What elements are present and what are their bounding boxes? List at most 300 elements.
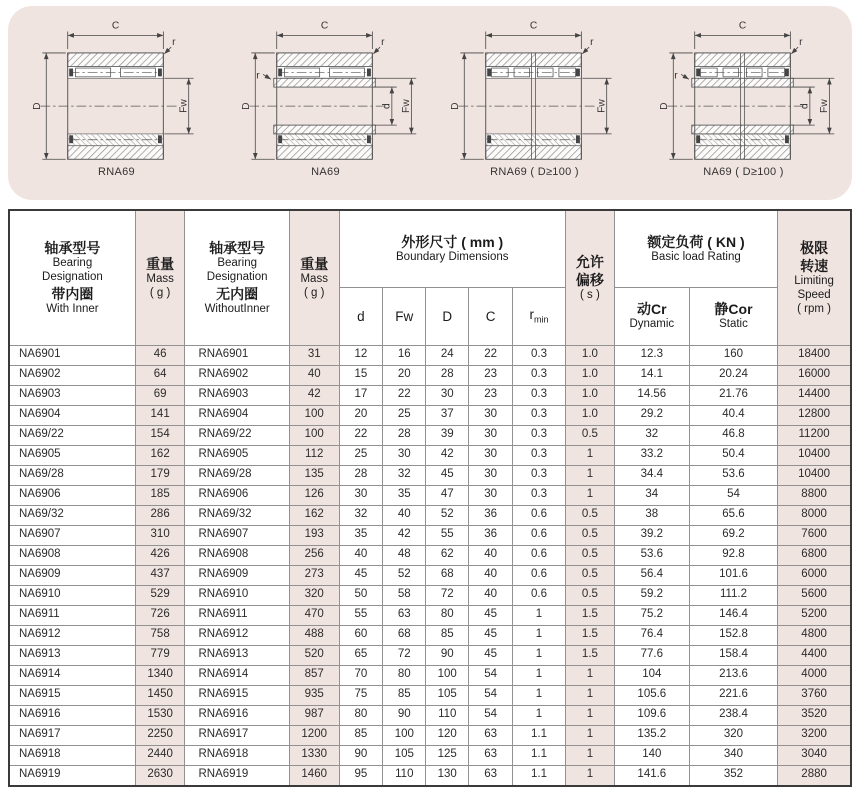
table-row bbox=[9, 465, 851, 485]
cell-dim-D: 24 bbox=[426, 345, 469, 365]
cell-dim-rmin: 1 bbox=[512, 705, 565, 725]
header-en: Static bbox=[719, 318, 748, 331]
cell-designation-without-inner: RNA6902 bbox=[185, 365, 289, 385]
table-row bbox=[9, 585, 851, 605]
svg-text:C: C bbox=[738, 20, 746, 32]
header-boundary-dimensions bbox=[339, 210, 565, 287]
cell-mass-with-inner: 779 bbox=[135, 645, 185, 665]
cell-dim-C: 54 bbox=[469, 705, 513, 725]
cell-dim-d: 25 bbox=[339, 445, 383, 465]
diagram-caption: RNA69 bbox=[98, 166, 135, 178]
cell-dim-d: 17 bbox=[339, 385, 383, 405]
table-row bbox=[9, 385, 851, 405]
svg-text:r: r bbox=[255, 70, 260, 82]
cell-designation-with-inner: NA6902 bbox=[9, 365, 135, 385]
header-unit: ( rpm ) bbox=[797, 302, 832, 315]
cell-dim-d: 90 bbox=[339, 745, 383, 765]
cell-load-dynamic: 56.4 bbox=[614, 565, 689, 585]
cell-dim-rmin: 0.3 bbox=[512, 465, 565, 485]
cell-limiting-speed: 4000 bbox=[778, 665, 851, 685]
header-mass-with-inner bbox=[135, 210, 185, 345]
cell-designation-with-inner: NA69/22 bbox=[9, 425, 135, 445]
cell-limiting-speed: 5200 bbox=[778, 605, 851, 625]
cell-mass-with-inner: 141 bbox=[135, 405, 185, 425]
cell-dim-fw: 32 bbox=[383, 465, 426, 485]
cell-dim-rmin: 0.6 bbox=[512, 565, 565, 585]
table-row bbox=[9, 745, 851, 765]
cell-designation-with-inner: NA6907 bbox=[9, 525, 135, 545]
cell-load-dynamic: 76.4 bbox=[614, 625, 689, 645]
cell-dim-C: 63 bbox=[469, 745, 513, 765]
cell-mass-without-inner: 1330 bbox=[289, 745, 339, 765]
cell-dim-C: 40 bbox=[469, 545, 513, 565]
cell-dim-D: 52 bbox=[426, 505, 469, 525]
cell-load-dynamic: 105.6 bbox=[614, 685, 689, 705]
cell-load-dynamic: 140 bbox=[614, 745, 689, 765]
cell-limiting-speed: 6800 bbox=[778, 545, 851, 565]
cell-mass-with-inner: 2440 bbox=[135, 745, 185, 765]
svg-text:D: D bbox=[31, 102, 43, 110]
diagrams-panel bbox=[8, 6, 852, 200]
cell-mass-without-inner: 488 bbox=[289, 625, 339, 645]
cell-dim-D: 39 bbox=[426, 425, 469, 445]
cell-mass-without-inner: 100 bbox=[289, 425, 339, 445]
cell-mass-with-inner: 2250 bbox=[135, 725, 185, 745]
header-basic-load-rating bbox=[614, 210, 777, 287]
cell-designation-with-inner: NA6916 bbox=[9, 705, 135, 725]
cell-load-static: 158.4 bbox=[689, 645, 777, 665]
cell-load-static: 152.8 bbox=[689, 625, 777, 645]
cell-dim-C: 30 bbox=[469, 425, 513, 445]
cell-dim-C: 22 bbox=[469, 345, 513, 365]
cell-dim-fw: 42 bbox=[383, 525, 426, 545]
cell-limiting-speed: 11200 bbox=[778, 425, 851, 445]
svg-text:Fw: Fw bbox=[818, 99, 830, 113]
cell-dim-fw: 16 bbox=[383, 345, 426, 365]
cell-designation-with-inner: NA6906 bbox=[9, 485, 135, 505]
cell-load-dynamic: 141.6 bbox=[614, 765, 689, 786]
diagram-caption: RNA69 ( D≥100 ) bbox=[490, 166, 579, 178]
cell-load-dynamic: 14.56 bbox=[614, 385, 689, 405]
cell-mass-without-inner: 520 bbox=[289, 645, 339, 665]
cell-mass-with-inner: 726 bbox=[135, 605, 185, 625]
cell-designation-without-inner: RNA6914 bbox=[185, 665, 289, 685]
cell-dim-C: 30 bbox=[469, 445, 513, 465]
cell-dim-D: 80 bbox=[426, 605, 469, 625]
cell-mass-with-inner: 758 bbox=[135, 625, 185, 645]
cell-designation-with-inner: NA6905 bbox=[9, 445, 135, 465]
cell-mass-without-inner: 256 bbox=[289, 545, 339, 565]
cell-limiting-speed: 3200 bbox=[778, 725, 851, 745]
cell-limiting-speed: 2880 bbox=[778, 765, 851, 786]
cell-load-static: 46.8 bbox=[689, 425, 777, 445]
cell-dim-fw: 30 bbox=[383, 445, 426, 465]
cell-offset-s: 1.5 bbox=[566, 625, 615, 645]
header-en: Bearing bbox=[217, 257, 257, 270]
cell-designation-without-inner: RNA69/32 bbox=[185, 505, 289, 525]
svg-text:r: r bbox=[171, 37, 176, 49]
cell-dim-D: 62 bbox=[426, 545, 469, 565]
header-zh: 外形尺寸 ( mm ) bbox=[401, 233, 504, 250]
cell-dim-d: 60 bbox=[339, 625, 383, 645]
cell-load-static: 65.6 bbox=[689, 505, 777, 525]
cell-limiting-speed: 3520 bbox=[778, 705, 851, 725]
svg-text:d: d bbox=[798, 103, 810, 109]
cell-designation-with-inner: NA6918 bbox=[9, 745, 135, 765]
cell-mass-with-inner: 426 bbox=[135, 545, 185, 565]
cell-limiting-speed: 4800 bbox=[778, 625, 851, 645]
cell-mass-without-inner: 987 bbox=[289, 705, 339, 725]
cell-offset-s: 0.5 bbox=[566, 425, 615, 445]
cell-mass-without-inner: 1460 bbox=[289, 765, 339, 786]
header-mass-without-inner bbox=[289, 210, 339, 345]
cell-mass-with-inner: 529 bbox=[135, 585, 185, 605]
cell-mass-with-inner: 286 bbox=[135, 505, 185, 525]
cell-dim-D: 28 bbox=[426, 365, 469, 385]
header-en: Mass bbox=[146, 273, 174, 286]
cell-mass-without-inner: 31 bbox=[289, 345, 339, 365]
cell-dim-d: 45 bbox=[339, 565, 383, 585]
cell-dim-D: 100 bbox=[426, 665, 469, 685]
header-unit: ( s ) bbox=[580, 289, 600, 302]
header-limiting-speed bbox=[778, 210, 851, 345]
cell-dim-D: 125 bbox=[426, 745, 469, 765]
table-row bbox=[9, 605, 851, 625]
cell-load-static: 20.24 bbox=[689, 365, 777, 385]
cell-dim-fw: 90 bbox=[383, 705, 426, 725]
table-row bbox=[9, 625, 851, 645]
bearing-diagram-4 bbox=[639, 14, 848, 178]
cell-dim-rmin: 0.3 bbox=[512, 365, 565, 385]
cell-designation-with-inner: NA6901 bbox=[9, 345, 135, 365]
header-dim-rmin bbox=[512, 287, 565, 345]
cell-mass-without-inner: 857 bbox=[289, 665, 339, 685]
cell-dim-D: 37 bbox=[426, 405, 469, 425]
cell-designation-without-inner: RNA6901 bbox=[185, 345, 289, 365]
cell-dim-D: 45 bbox=[426, 465, 469, 485]
cell-dim-rmin: 1 bbox=[512, 645, 565, 665]
cell-offset-s: 1 bbox=[566, 665, 615, 685]
cell-offset-s: 0.5 bbox=[566, 525, 615, 545]
cell-designation-with-inner: NA69/32 bbox=[9, 505, 135, 525]
cell-offset-s: 0.5 bbox=[566, 585, 615, 605]
header-dynamic-load bbox=[614, 287, 689, 345]
svg-text:r: r bbox=[798, 37, 803, 49]
header-en: WithoutInner bbox=[204, 302, 270, 315]
cell-designation-without-inner: RNA6906 bbox=[185, 485, 289, 505]
diagram-caption: NA69 ( D≥100 ) bbox=[703, 166, 784, 178]
cell-load-static: 160 bbox=[689, 345, 777, 365]
cell-dim-d: 55 bbox=[339, 605, 383, 625]
cell-load-static: 53.6 bbox=[689, 465, 777, 485]
cell-dim-D: 85 bbox=[426, 625, 469, 645]
cell-dim-fw: 22 bbox=[383, 385, 426, 405]
cell-load-static: 101.6 bbox=[689, 565, 777, 585]
cell-mass-without-inner: 42 bbox=[289, 385, 339, 405]
svg-text:r: r bbox=[380, 37, 385, 49]
cell-offset-s: 1 bbox=[566, 725, 615, 745]
bearing-cross-section bbox=[17, 14, 217, 166]
cell-load-dynamic: 32 bbox=[614, 425, 689, 445]
cell-mass-without-inner: 126 bbox=[289, 485, 339, 505]
header-en: Mass bbox=[300, 273, 328, 286]
cell-mass-with-inner: 46 bbox=[135, 345, 185, 365]
cell-dim-D: 110 bbox=[426, 705, 469, 725]
cell-designation-without-inner: RNA6909 bbox=[185, 565, 289, 585]
header-en: Basic load Rating bbox=[651, 250, 741, 263]
cell-limiting-speed: 8000 bbox=[778, 505, 851, 525]
header-zh: 重量 bbox=[146, 255, 175, 272]
cell-limiting-speed: 6000 bbox=[778, 565, 851, 585]
cell-designation-without-inner: RNA6908 bbox=[185, 545, 289, 565]
cell-mass-without-inner: 470 bbox=[289, 605, 339, 625]
cell-dim-rmin: 1 bbox=[512, 665, 565, 685]
table-row bbox=[9, 365, 851, 385]
cell-limiting-speed: 8800 bbox=[778, 485, 851, 505]
cell-dim-rmin: 1.1 bbox=[512, 725, 565, 745]
svg-text:Fw: Fw bbox=[400, 99, 412, 113]
cell-designation-with-inner: NA6915 bbox=[9, 685, 135, 705]
cell-dim-fw: 85 bbox=[383, 685, 426, 705]
cell-dim-fw: 100 bbox=[383, 725, 426, 745]
cell-dim-d: 20 bbox=[339, 405, 383, 425]
cell-dim-rmin: 1.1 bbox=[512, 765, 565, 786]
cell-load-dynamic: 29.2 bbox=[614, 405, 689, 425]
bearing-cross-section bbox=[644, 14, 844, 166]
table-row bbox=[9, 545, 851, 565]
cell-dim-d: 12 bbox=[339, 345, 383, 365]
cell-offset-s: 1 bbox=[566, 685, 615, 705]
cell-dim-C: 36 bbox=[469, 525, 513, 545]
header-zh: 带内圈 bbox=[51, 285, 94, 302]
cell-dim-D: 90 bbox=[426, 645, 469, 665]
cell-dim-rmin: 0.3 bbox=[512, 405, 565, 425]
header-en: Boundary Dimensions bbox=[396, 250, 509, 263]
cell-load-dynamic: 75.2 bbox=[614, 605, 689, 625]
cell-dim-rmin: 0.6 bbox=[512, 585, 565, 605]
header-designation-with-inner bbox=[9, 210, 135, 345]
cell-designation-without-inner: RNA6917 bbox=[185, 725, 289, 745]
cell-load-static: 54 bbox=[689, 485, 777, 505]
cell-load-dynamic: 34 bbox=[614, 485, 689, 505]
svg-text:D: D bbox=[240, 102, 252, 110]
cell-designation-without-inner: RNA6919 bbox=[185, 765, 289, 786]
cell-dim-D: 47 bbox=[426, 485, 469, 505]
cell-load-static: 221.6 bbox=[689, 685, 777, 705]
cell-dim-D: 30 bbox=[426, 385, 469, 405]
bearing-diagram-2 bbox=[221, 14, 430, 178]
header-permissible-offset bbox=[566, 210, 615, 345]
rmin-sub: min bbox=[533, 314, 549, 325]
cell-offset-s: 1.0 bbox=[566, 385, 615, 405]
cell-dim-C: 30 bbox=[469, 465, 513, 485]
cell-mass-without-inner: 935 bbox=[289, 685, 339, 705]
header-en: Dynamic bbox=[629, 318, 675, 331]
cell-offset-s: 1 bbox=[566, 465, 615, 485]
cell-designation-without-inner: RNA6905 bbox=[185, 445, 289, 465]
header-zh: 重量 bbox=[300, 255, 329, 272]
table-row bbox=[9, 565, 851, 585]
cell-mass-with-inner: 64 bbox=[135, 365, 185, 385]
cell-limiting-speed: 3040 bbox=[778, 745, 851, 765]
cell-load-dynamic: 34.4 bbox=[614, 465, 689, 485]
header-zh: 轴承型号 bbox=[209, 239, 266, 256]
cell-designation-without-inner: RNA69/22 bbox=[185, 425, 289, 445]
cell-limiting-speed: 16000 bbox=[778, 365, 851, 385]
header-zh: 静Cor bbox=[714, 301, 753, 317]
cell-limiting-speed: 18400 bbox=[778, 345, 851, 365]
header-unit: ( g ) bbox=[149, 286, 171, 299]
header-zh: 极限 bbox=[800, 239, 829, 256]
cell-dim-rmin: 0.3 bbox=[512, 485, 565, 505]
cell-load-static: 111.2 bbox=[689, 585, 777, 605]
cell-designation-with-inner: NA6904 bbox=[9, 405, 135, 425]
cell-dim-d: 50 bbox=[339, 585, 383, 605]
cell-dim-D: 42 bbox=[426, 445, 469, 465]
cell-offset-s: 1 bbox=[566, 485, 615, 505]
cell-dim-d: 95 bbox=[339, 765, 383, 786]
bearing-cross-section bbox=[226, 14, 426, 166]
table-row bbox=[9, 765, 851, 786]
cell-load-static: 92.8 bbox=[689, 545, 777, 565]
cell-dim-d: 32 bbox=[339, 505, 383, 525]
cell-dim-fw: 68 bbox=[383, 625, 426, 645]
cell-offset-s: 1 bbox=[566, 445, 615, 465]
cell-dim-d: 70 bbox=[339, 665, 383, 685]
cell-dim-fw: 35 bbox=[383, 485, 426, 505]
cell-designation-with-inner: NA6909 bbox=[9, 565, 135, 585]
cell-designation-without-inner: RNA69/28 bbox=[185, 465, 289, 485]
cell-dim-D: 68 bbox=[426, 565, 469, 585]
cell-dim-C: 40 bbox=[469, 565, 513, 585]
cell-offset-s: 1 bbox=[566, 765, 615, 786]
cell-designation-with-inner: NA6911 bbox=[9, 605, 135, 625]
cell-load-static: 69.2 bbox=[689, 525, 777, 545]
header-dim-fw: Fw bbox=[383, 287, 426, 345]
header-en: Designation bbox=[206, 270, 268, 283]
cell-designation-without-inner: RNA6913 bbox=[185, 645, 289, 665]
cell-dim-d: 85 bbox=[339, 725, 383, 745]
cell-offset-s: 1.5 bbox=[566, 605, 615, 625]
table-row bbox=[9, 645, 851, 665]
table-row bbox=[9, 345, 851, 365]
cell-dim-d: 22 bbox=[339, 425, 383, 445]
cell-dim-d: 65 bbox=[339, 645, 383, 665]
cell-offset-s: 1.0 bbox=[566, 345, 615, 365]
cell-limiting-speed: 14400 bbox=[778, 385, 851, 405]
cell-designation-without-inner: RNA6912 bbox=[185, 625, 289, 645]
cell-dim-D: 130 bbox=[426, 765, 469, 786]
cell-dim-C: 23 bbox=[469, 365, 513, 385]
cell-designation-with-inner: NA6919 bbox=[9, 765, 135, 786]
cell-mass-with-inner: 154 bbox=[135, 425, 185, 445]
cell-dim-D: 72 bbox=[426, 585, 469, 605]
header-unit: ( g ) bbox=[303, 286, 325, 299]
table-row bbox=[9, 445, 851, 465]
header-zh: 无内圈 bbox=[216, 285, 259, 302]
cell-dim-fw: 63 bbox=[383, 605, 426, 625]
svg-text:D: D bbox=[449, 102, 461, 110]
svg-text:C: C bbox=[111, 20, 119, 32]
cell-mass-with-inner: 179 bbox=[135, 465, 185, 485]
svg-text:r: r bbox=[589, 37, 594, 49]
cell-load-dynamic: 14.1 bbox=[614, 365, 689, 385]
cell-offset-s: 1.0 bbox=[566, 405, 615, 425]
cell-load-dynamic: 104 bbox=[614, 665, 689, 685]
cell-mass-without-inner: 273 bbox=[289, 565, 339, 585]
cell-mass-with-inner: 2630 bbox=[135, 765, 185, 786]
cell-designation-without-inner: RNA6904 bbox=[185, 405, 289, 425]
bearing-diagram-1 bbox=[12, 14, 221, 178]
cell-load-dynamic: 38 bbox=[614, 505, 689, 525]
table-row bbox=[9, 665, 851, 685]
table-row bbox=[9, 425, 851, 445]
cell-limiting-speed: 10400 bbox=[778, 465, 851, 485]
cell-load-dynamic: 77.6 bbox=[614, 645, 689, 665]
cell-dim-C: 63 bbox=[469, 765, 513, 786]
cell-load-static: 40.4 bbox=[689, 405, 777, 425]
table-row bbox=[9, 525, 851, 545]
cell-dim-d: 80 bbox=[339, 705, 383, 725]
cell-load-dynamic: 109.6 bbox=[614, 705, 689, 725]
cell-designation-with-inner: NA6914 bbox=[9, 665, 135, 685]
cell-mass-without-inner: 112 bbox=[289, 445, 339, 465]
cell-dim-C: 63 bbox=[469, 725, 513, 745]
cell-designation-without-inner: RNA6916 bbox=[185, 705, 289, 725]
cell-mass-with-inner: 1530 bbox=[135, 705, 185, 725]
header-en: Speed bbox=[797, 289, 831, 302]
cell-mass-without-inner: 135 bbox=[289, 465, 339, 485]
header-zh: 动Cr bbox=[637, 301, 667, 317]
cell-dim-rmin: 1 bbox=[512, 605, 565, 625]
cell-mass-with-inner: 69 bbox=[135, 385, 185, 405]
cell-dim-fw: 20 bbox=[383, 365, 426, 385]
cell-offset-s: 1.0 bbox=[566, 365, 615, 385]
header-zh: 轴承型号 bbox=[44, 239, 101, 256]
header-zh: 偏移 bbox=[575, 271, 604, 288]
svg-text:Fw: Fw bbox=[595, 99, 607, 113]
cell-load-static: 213.6 bbox=[689, 665, 777, 685]
cell-dim-fw: 28 bbox=[383, 425, 426, 445]
cell-load-static: 238.4 bbox=[689, 705, 777, 725]
cell-dim-D: 55 bbox=[426, 525, 469, 545]
svg-text:C: C bbox=[529, 20, 537, 32]
cell-dim-rmin: 0.3 bbox=[512, 385, 565, 405]
bearing-cross-section bbox=[435, 14, 635, 166]
cell-mass-without-inner: 100 bbox=[289, 405, 339, 425]
svg-text:r: r bbox=[673, 70, 678, 82]
cell-dim-C: 30 bbox=[469, 405, 513, 425]
bearing-diagram-3 bbox=[430, 14, 639, 178]
table-row bbox=[9, 505, 851, 525]
table-row bbox=[9, 485, 851, 505]
cell-mass-with-inner: 162 bbox=[135, 445, 185, 465]
header-static-load bbox=[689, 287, 777, 345]
cell-designation-with-inner: NA6913 bbox=[9, 645, 135, 665]
cell-dim-C: 40 bbox=[469, 585, 513, 605]
cell-mass-with-inner: 1340 bbox=[135, 665, 185, 685]
cell-dim-d: 75 bbox=[339, 685, 383, 705]
header-zh: 额定负荷 ( KN ) bbox=[647, 233, 745, 250]
cell-load-static: 146.4 bbox=[689, 605, 777, 625]
diagram-caption: NA69 bbox=[311, 166, 340, 178]
svg-text:Fw: Fw bbox=[177, 99, 189, 113]
cell-dim-C: 23 bbox=[469, 385, 513, 405]
cell-mass-with-inner: 310 bbox=[135, 525, 185, 545]
header-zh: 转速 bbox=[800, 258, 829, 275]
cell-load-dynamic: 59.2 bbox=[614, 585, 689, 605]
cell-dim-d: 40 bbox=[339, 545, 383, 565]
